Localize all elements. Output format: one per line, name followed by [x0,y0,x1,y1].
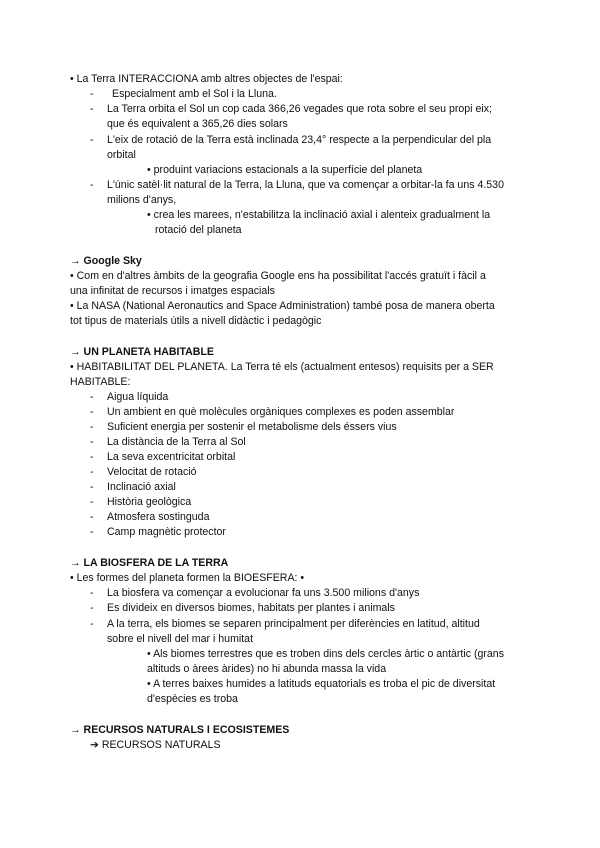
list-item-cont: sobre el nivell del mar i humitat [107,633,254,645]
sub-bullet-cont: d'espècies es troba [147,693,238,705]
list-dash: - [90,88,94,100]
paragraph-line: • La NASA (National Aeronautics and Space Administration) també posa de manera oberta [70,300,495,312]
list-item: La seva excentricitat orbital [107,451,236,463]
heading-habitable-planet: → UN PLANETA HABITABLE [70,346,214,358]
sub-bullet-cont: altituds o àrees àrides) no hi abunda massa la vida [147,663,387,675]
paragraph-line: • Com en d'altres àmbits de la geografia Google ens ha possibilitat l'accés gratuït i fàcil a [70,270,486,282]
list-item: A la terra, els biomes se separen principalment per diferències en latitud, altitud [107,618,480,630]
list-item: Camp magnètic protector [107,526,226,538]
list-item: Especialment amb el Sol i la Lluna. [112,88,277,100]
list-item: Es divideix en diversos biomes, habitats per plantes i animals [107,602,395,614]
list-item-cont: milions d'anys, [107,194,177,206]
arrow-list-item: ➔ RECURSOS NATURALS [90,739,221,751]
list-dash: - [90,618,94,630]
list-dash: - [90,526,94,538]
list-item-cont: orbital [107,149,136,161]
list-item: La biosfera va començar a evolucionar fa uns 3.500 milions d'anys [107,587,420,599]
habitability-intro-cont: HABITABLE: [70,376,131,388]
list-item: La Terra orbita el Sol un cop cada 366,26 vegades que rota sobre el seu propi eix; [107,103,492,115]
list-dash: - [90,436,94,448]
list-dash: - [90,451,94,463]
list-dash: - [90,421,94,433]
list-dash: - [90,587,94,599]
list-dash: - [90,391,94,403]
sub-bullet: • A terres baixes humides a latituds equatorials es troba el pic de diversitat [147,678,496,690]
sub-bullet-cont: rotació del planeta [155,224,242,236]
list-dash: - [90,602,94,614]
list-item: Història geològica [107,496,192,508]
heading-google-sky: → Google Sky [70,255,142,267]
list-dash: - [90,466,94,478]
sub-bullet: • produint variacions estacionals a la superfície del planeta [147,164,423,176]
heading-natural-resources: → RECURSOS NATURALS I ECOSISTEMES [70,724,290,736]
paragraph-line: una infinitat de recursos i imatges espacials [70,285,275,297]
biosphere-intro: • Les formes del planeta formen la BIOESFERA: • [70,572,305,584]
sub-bullet: • Als biomes terrestres que es troben dins dels cercles àrtic o antàrtic (grans [147,648,504,660]
list-dash: - [90,496,94,508]
list-dash: - [90,134,94,146]
heading-biosphere: → LA BIOSFERA DE LA TERRA [70,557,229,569]
list-item: Atmosfera sostinguda [107,511,210,523]
interaction-intro: • La Terra INTERACCIONA amb altres objectes de l'espai: [70,73,343,85]
list-item-cont: que és equivalent a 365,26 dies solars [107,118,288,130]
list-item: L'eix de rotació de la Terra està inclinada 23,4° respecte a la perpendicular del pla [107,134,492,146]
list-item: Suficient energia per sostenir el metabolisme dels éssers vius [107,421,397,433]
list-item: Inclinació axial [107,481,176,493]
habitability-intro: • HABITABILITAT DEL PLANETA. La Terra té els (actualment entesos) requisits per a SER [70,361,494,373]
sub-bullet: • crea les marees, n'estabilitza la inclinació axial i alenteix gradualment la [147,209,491,221]
list-dash: - [90,179,94,191]
list-dash: - [90,481,94,493]
list-item: Velocitat de rotació [107,466,197,478]
list-item: La distància de la Terra al Sol [107,436,246,448]
list-item: Aigua líquida [107,391,169,403]
list-dash: - [90,511,94,523]
paragraph-line: tot tipus de materials útils a nivell didàctic i pedagògic [70,315,322,327]
list-item: Un ambient en què molècules orgàniques complexes es poden assemblar [107,406,455,418]
list-item: L'únic satèl·lit natural de la Terra, la Lluna, que va començar a orbitar-la fa uns 4.530 [107,179,504,191]
list-dash: - [90,406,94,418]
list-dash: - [90,103,94,115]
